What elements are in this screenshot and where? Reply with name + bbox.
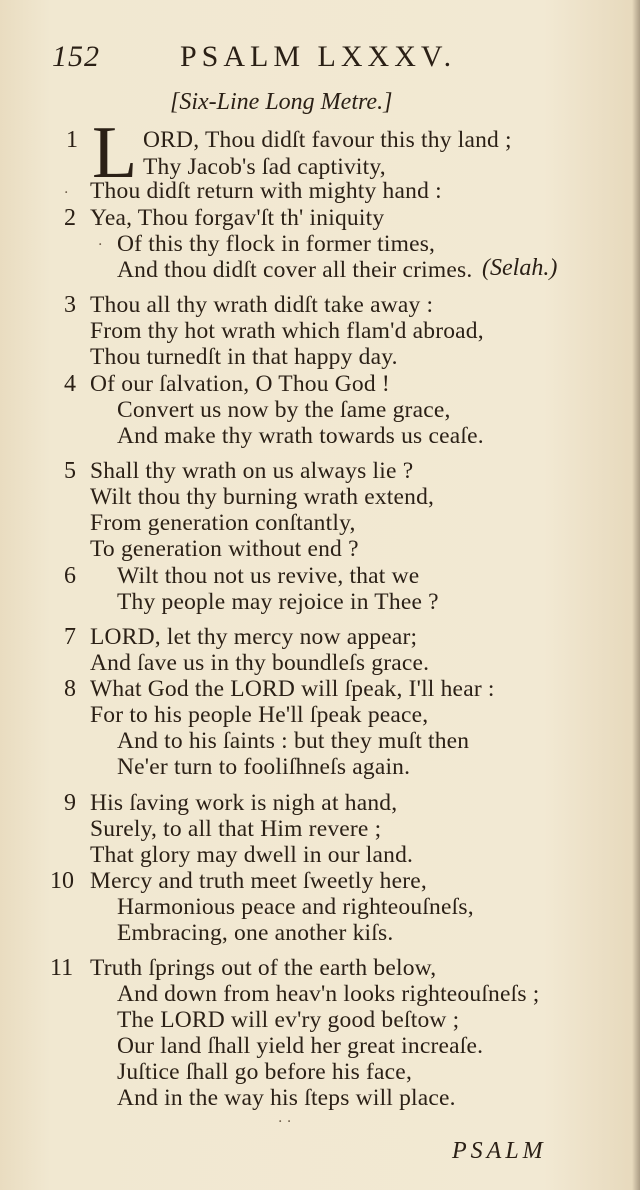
verse-line: Thy people may rejoice in Thee ? xyxy=(117,589,439,615)
verse-line: Harmonious peace and righteouſneſs, xyxy=(117,894,474,920)
verse-line: Wilt thou not us revive, that we xyxy=(117,563,420,589)
verse-number-8: 8 xyxy=(64,676,76,702)
verse-number-3: 3 xyxy=(64,292,76,318)
page-edge-shadow xyxy=(632,0,640,1190)
verse-number-4: 4 xyxy=(64,371,76,397)
verse-line: And down from heav'n looks righteouſneſs ; xyxy=(117,981,540,1007)
print-mark: · xyxy=(98,237,103,253)
verse-line: ORD, Thou didſt favour this thy land ; xyxy=(143,127,512,153)
verse-line: Convert us now by the ſame grace, xyxy=(117,397,451,423)
verse-line: Shall thy wrath on us always lie ? xyxy=(90,458,414,484)
verse-line: Embracing, one another kiſs. xyxy=(117,920,394,946)
verse-line: Of our ſalvation, O Thou God ! xyxy=(90,371,390,397)
verse-line: Juſtice ſhall go before his face, xyxy=(117,1059,413,1085)
verse-line: His ſaving work is nigh at hand, xyxy=(90,790,398,816)
verse-line: And make thy wrath towards us ceaſe. xyxy=(117,423,484,449)
selah: (Selah.) xyxy=(482,255,558,281)
verse-line: From generation conſtantly, xyxy=(90,510,356,536)
print-mark: · xyxy=(64,185,69,201)
verse-line: Truth ſprings out of the earth below, xyxy=(90,955,437,981)
verse-line: That glory may dwell in our land. xyxy=(90,842,414,868)
verse-line: LORD, let thy mercy now appear; xyxy=(90,624,418,650)
drop-cap: L xyxy=(92,112,138,194)
verse-line: Ne'er turn to fooliſhneſs again. xyxy=(117,754,411,780)
verse-line: Of this thy flock in former times, xyxy=(117,231,436,257)
verse-number-11: 11 xyxy=(50,955,74,981)
verse-line: Our land ſhall yield her great increaſe. xyxy=(117,1033,484,1059)
verse-line: Surely, to all that Him revere ; xyxy=(90,816,382,842)
verse-number-10: 10 xyxy=(50,868,74,894)
verse-line: And in the way his ſteps will place. xyxy=(117,1085,456,1111)
verse-line: Thou turnedſt in that happy day. xyxy=(90,344,398,370)
verse-line: Wilt thou thy burning wrath extend, xyxy=(90,484,435,510)
verse-number-2: 2 xyxy=(64,205,76,231)
metre-heading: [Six-Line Long Metre.] xyxy=(170,89,393,115)
verse-line: For to his people He'll ſpeak peace, xyxy=(90,702,429,728)
verse-line: Thou all thy wrath didſt take away : xyxy=(90,292,434,318)
verse-line: The LORD will ev'ry good beſtow ; xyxy=(117,1007,460,1033)
verse-line: And to his ſaints : but they muſt then xyxy=(117,728,470,754)
verse-number-6: 6 xyxy=(64,563,76,589)
verse-number-5: 5 xyxy=(64,458,76,484)
verse-line: And thou didſt cover all their crimes. xyxy=(117,257,473,283)
page-number: 152 xyxy=(52,40,100,73)
verse-line: What God the LORD will ſpeak, I'll hear : xyxy=(90,676,495,702)
verse-line: To generation without end ? xyxy=(90,536,359,562)
verse-number-7: 7 xyxy=(64,624,76,650)
verse-number-1: 1 xyxy=(66,127,78,153)
verse-line: Thou didſt return with mighty hand : xyxy=(90,178,442,204)
verse-line: Yea, Thou forgav'ſt th' iniquity xyxy=(90,205,385,231)
verse-line: And ſave us in thy boundleſs grace. xyxy=(90,650,430,676)
print-mark: · · xyxy=(278,1114,292,1130)
verse-number-9: 9 xyxy=(64,790,76,816)
verse-line: Thy Jacob's ſad captivity, xyxy=(143,154,386,180)
verse-line: From thy hot wrath which flam'd abroad, xyxy=(90,318,484,344)
running-head: PSALM LXXXV. xyxy=(180,40,457,73)
verse-line: Mercy and truth meet ſweetly here, xyxy=(90,868,427,894)
catchword: PSALM xyxy=(452,1138,547,1164)
